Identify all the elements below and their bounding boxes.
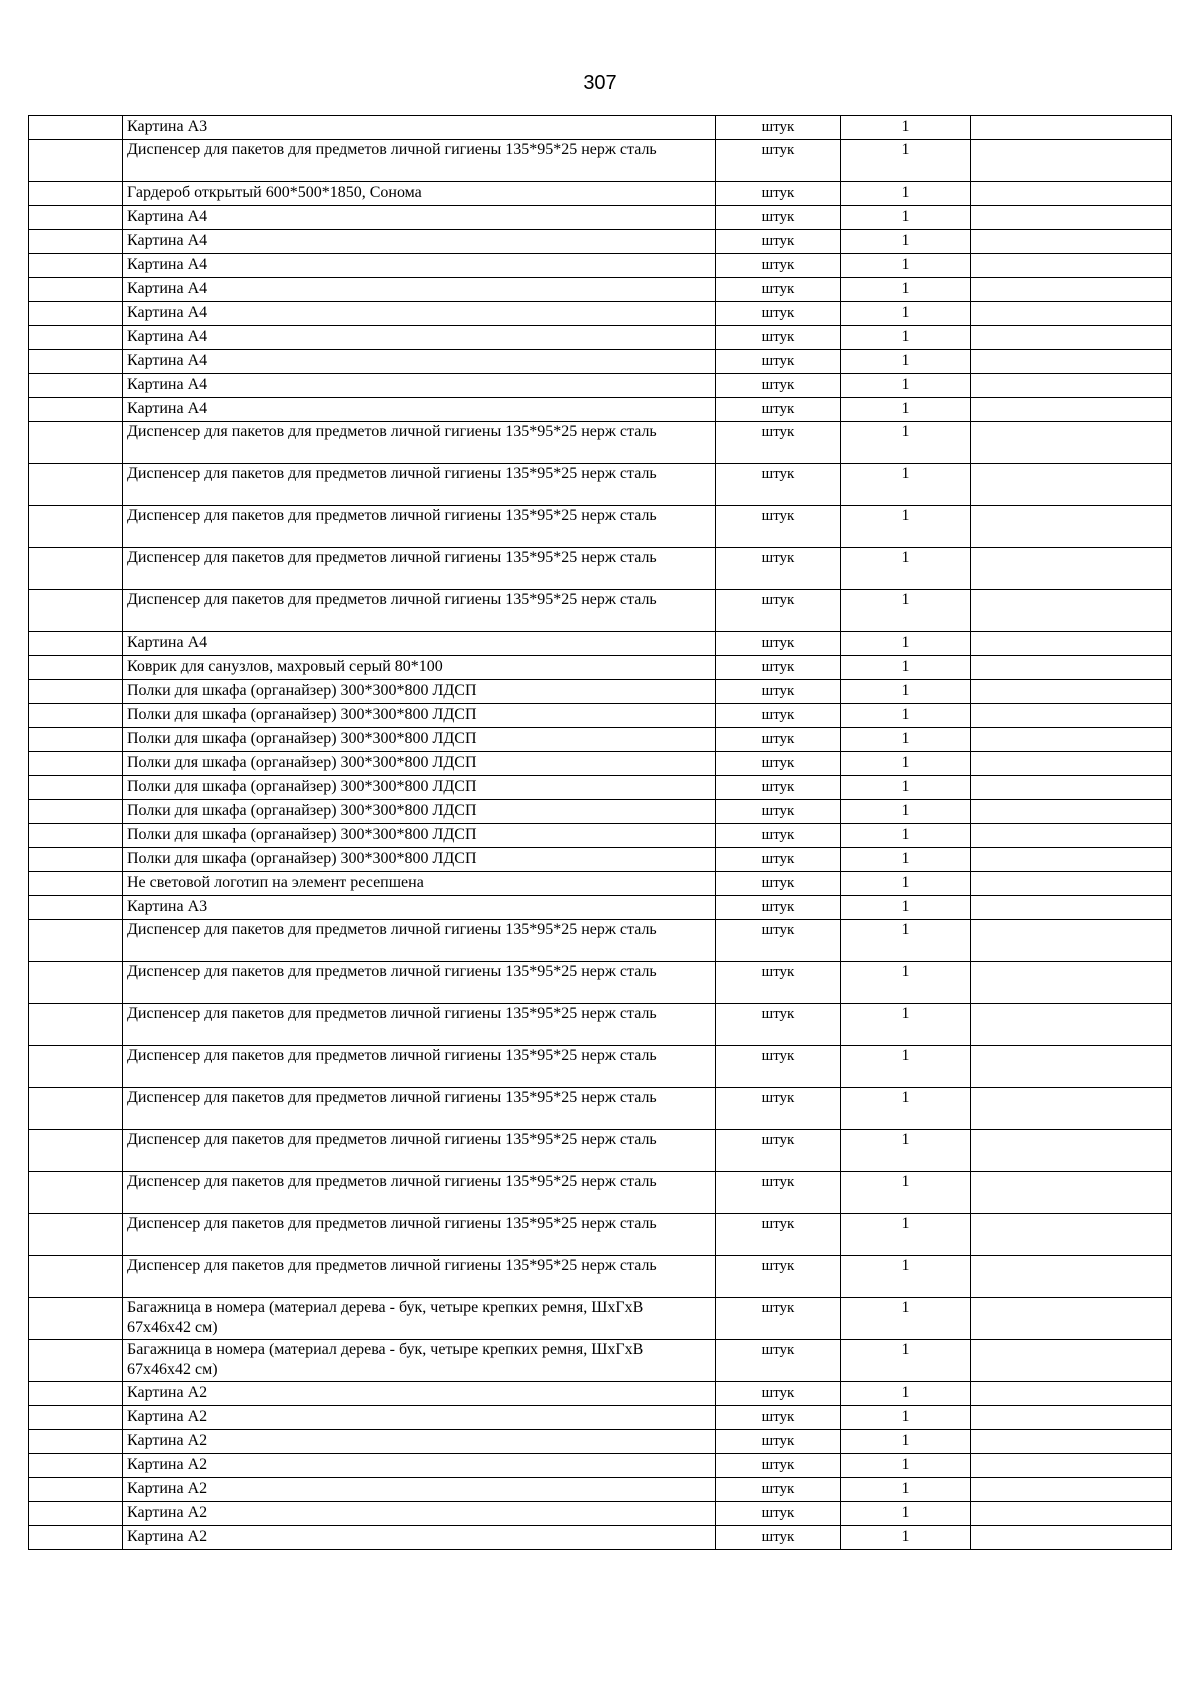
row-index-cell: [29, 1502, 123, 1526]
notes-cell: [971, 680, 1172, 704]
table-row: [29, 590, 1172, 632]
row-index-cell: [29, 1214, 123, 1256]
quantity-cell: 1: [841, 1004, 971, 1046]
quantity-cell: 1: [841, 548, 971, 590]
item-name-cell: Картина А4: [123, 374, 716, 398]
item-name-cell: Полки для шкафа (органайзер) 300*300*800 ЛДСП: [123, 680, 716, 704]
notes-cell: [971, 1130, 1172, 1172]
quantity-cell: 1: [841, 140, 971, 182]
item-name-cell: Диспенсер для пакетов для предметов личной гигиены 135*95*25 нерж сталь: [123, 1130, 716, 1172]
table-row: [29, 704, 1172, 728]
row-index-cell: [29, 548, 123, 590]
item-name-cell: Полки для шкафа (органайзер) 300*300*800 ЛДСП: [123, 752, 716, 776]
unit-cell: штук: [716, 422, 841, 464]
unit-cell: штук: [716, 962, 841, 1004]
table-row: [29, 116, 1172, 140]
unit-cell: штук: [716, 656, 841, 680]
table-row: [29, 206, 1172, 230]
quantity-cell: 1: [841, 1340, 971, 1382]
table-row: [29, 1256, 1172, 1298]
table-row: [29, 140, 1172, 182]
notes-cell: [971, 656, 1172, 680]
unit-cell: штук: [716, 1298, 841, 1340]
table-row: [29, 920, 1172, 962]
notes-cell: [971, 1454, 1172, 1478]
notes-cell: [971, 302, 1172, 326]
row-index-cell: [29, 278, 123, 302]
unit-cell: штук: [716, 920, 841, 962]
quantity-cell: 1: [841, 464, 971, 506]
unit-cell: штук: [716, 230, 841, 254]
unit-cell: штук: [716, 728, 841, 752]
table-row: [29, 374, 1172, 398]
item-name-cell: Коврик для санузлов, махровый серый 80*100: [123, 656, 716, 680]
unit-cell: штук: [716, 800, 841, 824]
table-row: [29, 1130, 1172, 1172]
table-row: [29, 824, 1172, 848]
notes-cell: [971, 1214, 1172, 1256]
unit-cell: штук: [716, 848, 841, 872]
item-name-cell: Полки для шкафа (органайзер) 300*300*800 ЛДСП: [123, 728, 716, 752]
table-row: [29, 872, 1172, 896]
unit-cell: штук: [716, 1340, 841, 1382]
row-index-cell: [29, 1430, 123, 1454]
notes-cell: [971, 824, 1172, 848]
notes-cell: [971, 1256, 1172, 1298]
table-row: [29, 278, 1172, 302]
quantity-cell: 1: [841, 896, 971, 920]
row-index-cell: [29, 1046, 123, 1088]
row-index-cell: [29, 1406, 123, 1430]
item-name-cell: Картина А2: [123, 1382, 716, 1406]
item-name-cell: Картина А4: [123, 398, 716, 422]
notes-cell: [971, 140, 1172, 182]
table-row: [29, 1430, 1172, 1454]
notes-cell: [971, 962, 1172, 1004]
item-name-cell: Картина А2: [123, 1478, 716, 1502]
row-index-cell: [29, 656, 123, 680]
row-index-cell: [29, 1478, 123, 1502]
item-name-cell: Полки для шкафа (органайзер) 300*300*800 ЛДСП: [123, 704, 716, 728]
unit-cell: штук: [716, 182, 841, 206]
row-index-cell: [29, 1130, 123, 1172]
row-index-cell: [29, 632, 123, 656]
notes-cell: [971, 374, 1172, 398]
quantity-cell: 1: [841, 920, 971, 962]
unit-cell: штук: [716, 1382, 841, 1406]
quantity-cell: 1: [841, 374, 971, 398]
row-index-cell: [29, 1004, 123, 1046]
item-name-cell: Полки для шкафа (органайзер) 300*300*800 ЛДСП: [123, 824, 716, 848]
unit-cell: штук: [716, 1478, 841, 1502]
notes-cell: [971, 1004, 1172, 1046]
table-row: [29, 1298, 1172, 1340]
table-row: [29, 752, 1172, 776]
item-name-cell: Картина А4: [123, 206, 716, 230]
quantity-cell: 1: [841, 230, 971, 254]
table-row: [29, 182, 1172, 206]
notes-cell: [971, 230, 1172, 254]
item-name-cell: Картина А4: [123, 326, 716, 350]
quantity-cell: 1: [841, 824, 971, 848]
row-index-cell: [29, 896, 123, 920]
unit-cell: штук: [716, 1454, 841, 1478]
quantity-cell: 1: [841, 1172, 971, 1214]
quantity-cell: 1: [841, 350, 971, 374]
notes-cell: [971, 632, 1172, 656]
unit-cell: штук: [716, 302, 841, 326]
row-index-cell: [29, 1088, 123, 1130]
table-row: [29, 506, 1172, 548]
quantity-cell: 1: [841, 1406, 971, 1430]
row-index-cell: [29, 800, 123, 824]
notes-cell: [971, 1406, 1172, 1430]
notes-cell: [971, 920, 1172, 962]
item-name-cell: Картина А3: [123, 896, 716, 920]
item-name-cell: Диспенсер для пакетов для предметов личной гигиены 135*95*25 нерж сталь: [123, 140, 716, 182]
notes-cell: [971, 1172, 1172, 1214]
row-index-cell: [29, 1256, 123, 1298]
row-index-cell: [29, 590, 123, 632]
notes-cell: [971, 116, 1172, 140]
row-index-cell: [29, 254, 123, 278]
row-index-cell: [29, 116, 123, 140]
table-row: [29, 1454, 1172, 1478]
row-index-cell: [29, 872, 123, 896]
unit-cell: штук: [716, 1256, 841, 1298]
unit-cell: штук: [716, 632, 841, 656]
row-index-cell: [29, 848, 123, 872]
table-row: [29, 548, 1172, 590]
item-name-cell: Диспенсер для пакетов для предметов личной гигиены 135*95*25 нерж сталь: [123, 464, 716, 506]
item-name-cell: Диспенсер для пакетов для предметов личной гигиены 135*95*25 нерж сталь: [123, 1004, 716, 1046]
unit-cell: штук: [716, 1430, 841, 1454]
row-index-cell: [29, 1454, 123, 1478]
quantity-cell: 1: [841, 728, 971, 752]
unit-cell: штук: [716, 254, 841, 278]
row-index-cell: [29, 824, 123, 848]
table-row: [29, 464, 1172, 506]
row-index-cell: [29, 1526, 123, 1550]
row-index-cell: [29, 302, 123, 326]
table-row: [29, 896, 1172, 920]
unit-cell: штук: [716, 206, 841, 230]
item-name-cell: Картина А2: [123, 1406, 716, 1430]
page-number: 307: [583, 72, 617, 94]
item-name-cell: Картина А2: [123, 1526, 716, 1550]
table-row: [29, 1502, 1172, 1526]
row-index-cell: [29, 920, 123, 962]
row-index-cell: [29, 1298, 123, 1340]
table-row: [29, 1478, 1172, 1502]
row-index-cell: [29, 140, 123, 182]
item-name-cell: Диспенсер для пакетов для предметов личной гигиены 135*95*25 нерж сталь: [123, 1256, 716, 1298]
unit-cell: штук: [716, 278, 841, 302]
item-name-cell: Диспенсер для пакетов для предметов личной гигиены 135*95*25 нерж сталь: [123, 548, 716, 590]
table-row: [29, 800, 1172, 824]
unit-cell: штук: [716, 1214, 841, 1256]
quantity-cell: 1: [841, 848, 971, 872]
item-name-cell: Диспенсер для пакетов для предметов личной гигиены 135*95*25 нерж сталь: [123, 1088, 716, 1130]
quantity-cell: 1: [841, 326, 971, 350]
table-row: [29, 302, 1172, 326]
quantity-cell: 1: [841, 254, 971, 278]
table-row: [29, 326, 1172, 350]
item-name-cell: Картина А4: [123, 254, 716, 278]
quantity-cell: 1: [841, 116, 971, 140]
notes-cell: [971, 1046, 1172, 1088]
unit-cell: штук: [716, 548, 841, 590]
item-name-cell: Картина А3: [123, 116, 716, 140]
item-name-cell: Багажница в номера (материал дерева - бук, четыре крепких ремня, ШхГхВ 67х46х42 см): [123, 1340, 716, 1382]
table-row: [29, 656, 1172, 680]
unit-cell: штук: [716, 140, 841, 182]
unit-cell: штук: [716, 872, 841, 896]
item-name-cell: Диспенсер для пакетов для предметов личной гигиены 135*95*25 нерж сталь: [123, 1214, 716, 1256]
table-row: [29, 1046, 1172, 1088]
quantity-cell: 1: [841, 776, 971, 800]
table-row: [29, 350, 1172, 374]
quantity-cell: 1: [841, 1088, 971, 1130]
item-name-cell: Картина А4: [123, 350, 716, 374]
quantity-cell: 1: [841, 182, 971, 206]
quantity-cell: 1: [841, 1478, 971, 1502]
item-name-cell: Гардероб открытый 600*500*1850, Сонома: [123, 182, 716, 206]
row-index-cell: [29, 1340, 123, 1382]
quantity-cell: 1: [841, 800, 971, 824]
item-name-cell: Диспенсер для пакетов для предметов личной гигиены 135*95*25 нерж сталь: [123, 506, 716, 548]
item-name-cell: Картина А2: [123, 1502, 716, 1526]
item-name-cell: Диспенсер для пакетов для предметов личной гигиены 135*95*25 нерж сталь: [123, 590, 716, 632]
quantity-cell: 1: [841, 704, 971, 728]
unit-cell: штук: [716, 350, 841, 374]
unit-cell: штук: [716, 1406, 841, 1430]
quantity-cell: 1: [841, 1214, 971, 1256]
item-name-cell: Диспенсер для пакетов для предметов личной гигиены 135*95*25 нерж сталь: [123, 920, 716, 962]
notes-cell: [971, 752, 1172, 776]
table-row: [29, 1004, 1172, 1046]
quantity-cell: 1: [841, 656, 971, 680]
quantity-cell: 1: [841, 1298, 971, 1340]
row-index-cell: [29, 728, 123, 752]
notes-cell: [971, 1478, 1172, 1502]
unit-cell: штук: [716, 1046, 841, 1088]
notes-cell: [971, 872, 1172, 896]
notes-cell: [971, 422, 1172, 464]
unit-cell: штук: [716, 1088, 841, 1130]
row-index-cell: [29, 680, 123, 704]
notes-cell: [971, 548, 1172, 590]
item-name-cell: Картина А4: [123, 632, 716, 656]
notes-cell: [971, 590, 1172, 632]
unit-cell: штук: [716, 326, 841, 350]
table-row: [29, 962, 1172, 1004]
table-row: [29, 776, 1172, 800]
notes-cell: [971, 1502, 1172, 1526]
row-index-cell: [29, 464, 123, 506]
unit-cell: штук: [716, 776, 841, 800]
unit-cell: штук: [716, 1502, 841, 1526]
unit-cell: штук: [716, 704, 841, 728]
unit-cell: штук: [716, 1004, 841, 1046]
table-row: [29, 1088, 1172, 1130]
unit-cell: штук: [716, 752, 841, 776]
row-index-cell: [29, 374, 123, 398]
notes-cell: [971, 1298, 1172, 1340]
table-row: [29, 1214, 1172, 1256]
unit-cell: штук: [716, 464, 841, 506]
item-name-cell: Картина А2: [123, 1454, 716, 1478]
row-index-cell: [29, 350, 123, 374]
unit-cell: штук: [716, 374, 841, 398]
notes-cell: [971, 464, 1172, 506]
notes-cell: [971, 800, 1172, 824]
row-index-cell: [29, 704, 123, 728]
row-index-cell: [29, 182, 123, 206]
notes-cell: [971, 278, 1172, 302]
table-row: [29, 1526, 1172, 1550]
item-name-cell: Картина А4: [123, 302, 716, 326]
item-name-cell: Картина А4: [123, 278, 716, 302]
quantity-cell: 1: [841, 632, 971, 656]
quantity-cell: 1: [841, 1526, 971, 1550]
table-row: [29, 1406, 1172, 1430]
item-name-cell: Диспенсер для пакетов для предметов личной гигиены 135*95*25 нерж сталь: [123, 1046, 716, 1088]
row-index-cell: [29, 752, 123, 776]
notes-cell: [971, 326, 1172, 350]
table-row: [29, 1382, 1172, 1406]
notes-cell: [971, 776, 1172, 800]
notes-cell: [971, 1382, 1172, 1406]
quantity-cell: 1: [841, 278, 971, 302]
item-name-cell: Диспенсер для пакетов для предметов личной гигиены 135*95*25 нерж сталь: [123, 962, 716, 1004]
quantity-cell: 1: [841, 422, 971, 464]
row-index-cell: [29, 422, 123, 464]
row-index-cell: [29, 206, 123, 230]
table-row: [29, 422, 1172, 464]
quantity-cell: 1: [841, 506, 971, 548]
table-row: [29, 632, 1172, 656]
unit-cell: штук: [716, 1130, 841, 1172]
table-row: [29, 1172, 1172, 1214]
inventory-table: [28, 115, 1172, 1550]
item-name-cell: Полки для шкафа (органайзер) 300*300*800 ЛДСП: [123, 848, 716, 872]
table-row: [29, 230, 1172, 254]
table-row: [29, 848, 1172, 872]
unit-cell: штук: [716, 116, 841, 140]
item-name-cell: Не световой логотип на элемент ресепшена: [123, 872, 716, 896]
notes-cell: [971, 704, 1172, 728]
notes-cell: [971, 398, 1172, 422]
item-name-cell: Багажница в номера (материал дерева - бук, четыре крепких ремня, ШхГхВ 67х46х42 см): [123, 1298, 716, 1340]
quantity-cell: 1: [841, 752, 971, 776]
item-name-cell: Полки для шкафа (органайзер) 300*300*800 ЛДСП: [123, 800, 716, 824]
notes-cell: [971, 254, 1172, 278]
notes-cell: [971, 848, 1172, 872]
quantity-cell: 1: [841, 206, 971, 230]
unit-cell: штук: [716, 590, 841, 632]
unit-cell: штук: [716, 896, 841, 920]
quantity-cell: 1: [841, 680, 971, 704]
table-row: [29, 728, 1172, 752]
quantity-cell: 1: [841, 1502, 971, 1526]
item-name-cell: Картина А4: [123, 230, 716, 254]
unit-cell: штук: [716, 1172, 841, 1214]
unit-cell: штук: [716, 680, 841, 704]
item-name-cell: Картина А2: [123, 1430, 716, 1454]
row-index-cell: [29, 326, 123, 350]
unit-cell: штук: [716, 824, 841, 848]
notes-cell: [971, 896, 1172, 920]
item-name-cell: Диспенсер для пакетов для предметов личной гигиены 135*95*25 нерж сталь: [123, 1172, 716, 1214]
quantity-cell: 1: [841, 590, 971, 632]
row-index-cell: [29, 506, 123, 548]
notes-cell: [971, 182, 1172, 206]
notes-cell: [971, 1526, 1172, 1550]
quantity-cell: 1: [841, 1256, 971, 1298]
table-row: [29, 398, 1172, 422]
notes-cell: [971, 350, 1172, 374]
quantity-cell: 1: [841, 398, 971, 422]
notes-cell: [971, 728, 1172, 752]
row-index-cell: [29, 230, 123, 254]
table-row: [29, 680, 1172, 704]
row-index-cell: [29, 1382, 123, 1406]
quantity-cell: 1: [841, 1046, 971, 1088]
row-index-cell: [29, 962, 123, 1004]
item-name-cell: Диспенсер для пакетов для предметов личной гигиены 135*95*25 нерж сталь: [123, 422, 716, 464]
unit-cell: штук: [716, 506, 841, 548]
notes-cell: [971, 506, 1172, 548]
row-index-cell: [29, 398, 123, 422]
quantity-cell: 1: [841, 1382, 971, 1406]
row-index-cell: [29, 1172, 123, 1214]
quantity-cell: 1: [841, 962, 971, 1004]
notes-cell: [971, 1088, 1172, 1130]
table-body: [29, 116, 1172, 1550]
notes-cell: [971, 1340, 1172, 1382]
notes-cell: [971, 1430, 1172, 1454]
quantity-cell: 1: [841, 1430, 971, 1454]
item-name-cell: Полки для шкафа (органайзер) 300*300*800 ЛДСП: [123, 776, 716, 800]
quantity-cell: 1: [841, 872, 971, 896]
quantity-cell: 1: [841, 302, 971, 326]
table-row: [29, 1340, 1172, 1382]
quantity-cell: 1: [841, 1130, 971, 1172]
unit-cell: штук: [716, 398, 841, 422]
table-row: [29, 254, 1172, 278]
quantity-cell: 1: [841, 1454, 971, 1478]
unit-cell: штук: [716, 1526, 841, 1550]
row-index-cell: [29, 776, 123, 800]
notes-cell: [971, 206, 1172, 230]
